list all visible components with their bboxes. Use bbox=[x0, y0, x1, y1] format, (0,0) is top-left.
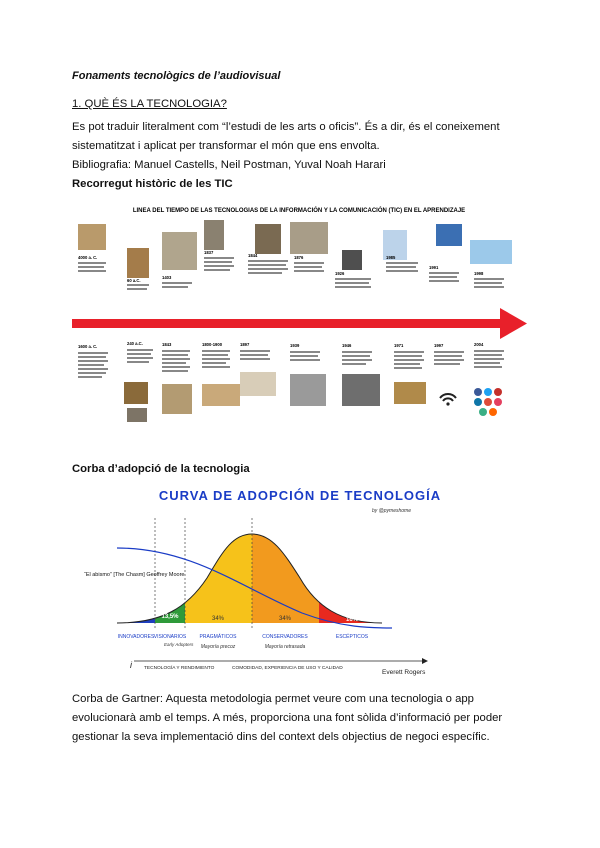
abacus-image bbox=[127, 408, 147, 422]
year-4000bc: 4000 a. C. bbox=[78, 255, 98, 260]
curve-byline: by @pymeshome bbox=[372, 508, 411, 514]
wifi-icon bbox=[440, 394, 456, 401]
year-1985: 1985 bbox=[386, 255, 396, 260]
papyrus-image bbox=[162, 232, 197, 270]
year-1800-1900: 1800-1900 bbox=[202, 342, 223, 347]
year-1403: 1403 bbox=[162, 275, 172, 280]
timeline-arrow bbox=[72, 308, 527, 339]
letter-image bbox=[202, 384, 240, 406]
pct-visionarios: 13,5% bbox=[161, 614, 179, 620]
section-heading-technology: 1. QUÈ ÉS LA TECNOLOGIA? bbox=[72, 98, 227, 110]
linkedin-icon bbox=[474, 398, 482, 406]
tablet-image bbox=[78, 224, 106, 250]
label-innovadores: INNOVADORES bbox=[117, 634, 155, 640]
gartner-line-3: gestionar la seva implementació dins del context dels objectius de negoci específic. bbox=[72, 731, 490, 743]
gartner-line-2: evolucionarà amb el temps. A més, proporciona una font sòlida d’informació per poder bbox=[72, 712, 503, 724]
pct-escepticos: 16% bbox=[345, 617, 359, 623]
gartner-line-1: Corba de Gartner: Aquesta metodologia permet veure com una tecnologia o app bbox=[72, 693, 474, 705]
timeline-top-images bbox=[78, 220, 512, 278]
year-1600bc: 1600 a. C. bbox=[78, 344, 98, 349]
year-240bc: 240 a.C. bbox=[127, 341, 143, 346]
year-1946: 1946 bbox=[342, 343, 352, 348]
chasm-label: “El abismo” [The Chasm] Geoffrey Moore bbox=[84, 572, 185, 578]
year-1971: 1971 bbox=[394, 343, 404, 348]
year-1997: 1997 bbox=[434, 343, 444, 348]
facebook-icon bbox=[474, 388, 482, 396]
press-image bbox=[204, 220, 224, 250]
adoption-curve-figure bbox=[72, 478, 527, 684]
timeline-bottom-years bbox=[78, 341, 484, 349]
social-icons bbox=[474, 388, 502, 416]
radio-image bbox=[290, 374, 326, 406]
www-image bbox=[436, 224, 462, 246]
segment-escepticos bbox=[319, 518, 382, 628]
label-pragmaticos: PRAGMÁTICOS bbox=[199, 634, 237, 640]
label-escepticos: ESCÉPTICOS bbox=[335, 634, 369, 640]
label-mayoria-retrasada: Mayoría retrasada bbox=[264, 644, 306, 650]
year-1991: 1991 bbox=[429, 265, 439, 270]
axis-right-label: COMODIDAD, EXPERIENCIA DE USO Y CALIDAD bbox=[232, 666, 343, 671]
definition-line-2: sistematitzat i aplicat per transformar el món que ens envolta. bbox=[72, 140, 380, 152]
pct-conservadores: 34% bbox=[278, 616, 292, 622]
tic-timeline-figure bbox=[72, 202, 527, 432]
google-plus-icon bbox=[484, 398, 492, 406]
telegraph-image bbox=[255, 224, 281, 254]
label-visionarios: VISIONARIOS bbox=[153, 634, 187, 640]
timeline-heading: Recorregut històric de les TIC bbox=[72, 178, 233, 190]
document-title: Fonaments tecnològics de l’audiovisual bbox=[72, 70, 281, 82]
axis-arrow-icon bbox=[422, 658, 428, 664]
timeline-title: LINEA DEL TIEMPO DE LAS TECNOLOGIAS DE LA INFORMACIÓN Y LA COMUNICACIÓN (TIC) EN EL APRENDIZAJE bbox=[132, 208, 466, 214]
year-1876: 1876 bbox=[294, 255, 304, 260]
eniac-image bbox=[342, 374, 380, 406]
bibliography: Bibliografia: Manuel Castells, Neil Postman, Yuval Noah Harari bbox=[72, 159, 386, 171]
timeline-bottom-images bbox=[124, 372, 502, 422]
book-image bbox=[124, 382, 148, 404]
definition-line-1: Es pot traduir literalment com “l’estudi de les arts o oficis”. És a dir, és el coneixement bbox=[72, 121, 500, 133]
year-2004: 2004 bbox=[474, 342, 484, 347]
axis-start-mark: i bbox=[130, 660, 132, 670]
telephone-image bbox=[290, 222, 328, 254]
year-1926: 1926 bbox=[335, 271, 345, 276]
year-1998: 1998 bbox=[474, 271, 484, 276]
chip-image bbox=[394, 382, 426, 404]
pct-innovadores: 2,5% bbox=[129, 616, 143, 622]
tv-image bbox=[342, 250, 362, 270]
author-label: Everett Rogers bbox=[382, 669, 426, 676]
tripadvisor-icon bbox=[479, 408, 487, 416]
year-1843: 1843 bbox=[162, 342, 172, 347]
rss-icon bbox=[489, 408, 497, 416]
pct-pragmaticos: 34% bbox=[211, 616, 225, 622]
rollbook-image bbox=[162, 384, 192, 414]
label-mayoria-precoz: Mayoría precoz bbox=[200, 644, 236, 650]
year-60bc: 60 a.C. bbox=[127, 278, 141, 283]
curve-heading: Corba d’adopció de la tecnologia bbox=[72, 463, 250, 475]
instagram-icon bbox=[494, 398, 502, 406]
year-1844: 1844 bbox=[248, 253, 258, 258]
youtube-icon bbox=[494, 388, 502, 396]
curve-title: CURVA DE ADOPCIÓN DE TECNOLOGÍA bbox=[158, 488, 442, 503]
arrow-shaft bbox=[72, 319, 502, 328]
segment-conservadores bbox=[252, 518, 319, 628]
year-1939: 1939 bbox=[290, 343, 300, 348]
wifi-dot-icon bbox=[446, 402, 449, 405]
twitter-icon bbox=[484, 388, 492, 396]
label-early-adopters: Early Adopters bbox=[164, 642, 194, 647]
year-1837: 1837 bbox=[204, 250, 214, 255]
arrow-head bbox=[500, 308, 527, 339]
timeline-bottom-captions bbox=[78, 349, 504, 378]
label-conservadores: CONSERVADORES bbox=[262, 634, 308, 640]
google-image bbox=[470, 240, 512, 264]
postcard-image bbox=[240, 372, 276, 396]
scroll-image bbox=[127, 248, 149, 278]
year-1897: 1897 bbox=[240, 342, 250, 347]
axis-left-label: TECNOLOGÍA Y RENDIMIENTO bbox=[144, 666, 215, 671]
